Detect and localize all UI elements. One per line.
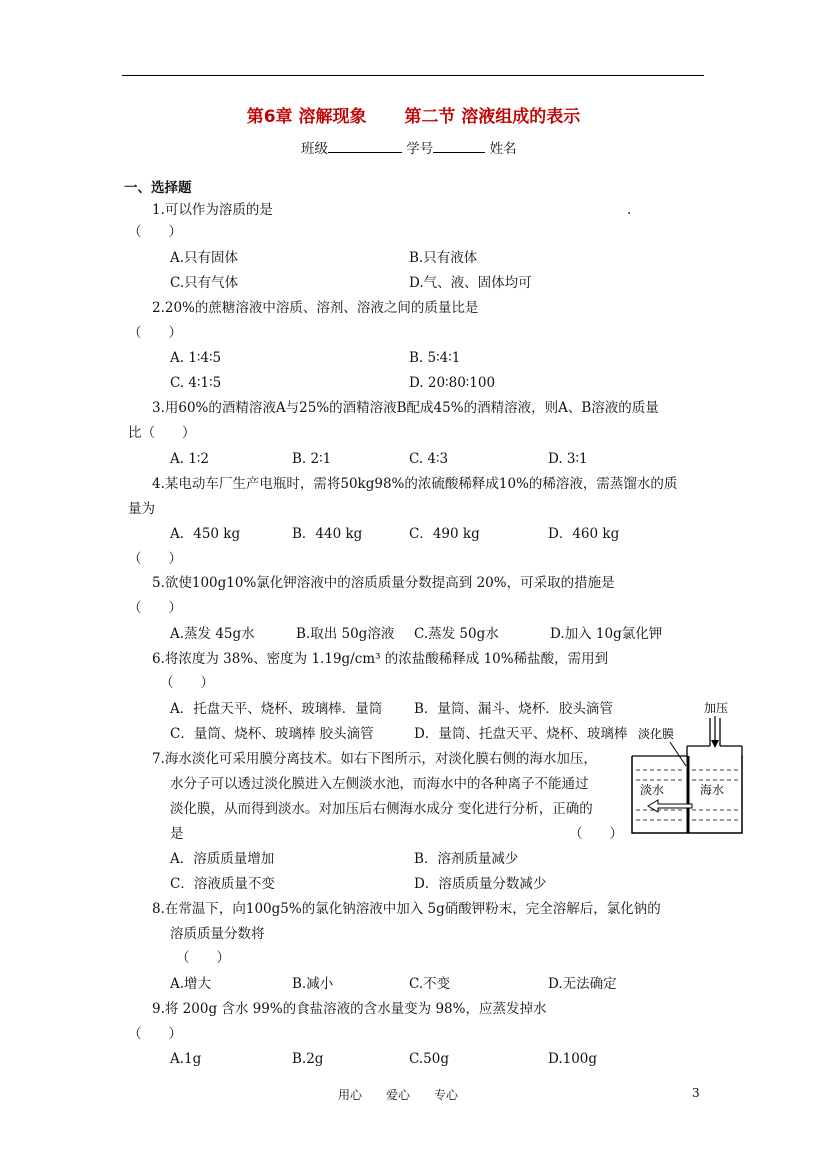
option: B．溶剂质量减少 [414, 851, 519, 867]
question-stem: 3.用60%的酒精溶液A与25%的酒精溶液B配成45%的酒精溶液，则A、B溶液的质量 [152, 400, 659, 416]
option: C．溶液质量不变 [170, 876, 275, 892]
option: B.取出 50g溶液 [296, 626, 395, 642]
answer-paren: （ ） [176, 950, 230, 966]
option: A. 1∶4∶5 [170, 350, 222, 366]
option: A．溶质质量增加 [170, 851, 275, 867]
option: C.50g [409, 1051, 449, 1067]
question-stem: 5.欲使100g10%氯化钾溶液中的溶质质量分数提高到 20%，可采取的措施是 [152, 575, 615, 591]
question-stem-cont: 量为 [128, 501, 155, 517]
question-stem-cont: 溶质质量分数将 [170, 926, 265, 942]
answer-paren: （ ） [128, 1026, 182, 1042]
option: B.只有液体 [409, 250, 478, 266]
answer-paren: （ ） [128, 224, 182, 240]
option: D.无法确定 [548, 976, 617, 992]
section-title: 第二节 溶液组成的表示 [404, 107, 581, 127]
section-heading: 一、选择题 [124, 180, 192, 196]
option: D. 20∶80∶100 [409, 375, 496, 391]
option: C．量筒、烧杯、玻璃棒 胶头滴管 [170, 726, 374, 742]
answer-paren: （ ） [128, 551, 182, 567]
option: B. 5∶4∶1 [409, 350, 461, 366]
header-rule [122, 75, 704, 76]
option: C. 4∶3 [409, 451, 449, 467]
class-label: 班级 [301, 141, 328, 157]
page-number: 3 [692, 1086, 700, 1100]
class-blank[interactable] [328, 140, 402, 153]
option: A. 1∶2 [170, 451, 210, 467]
number-label: 学号 [406, 141, 434, 157]
question-stem-cont: 淡化膜，从而得到淡水。对加压后右侧海水成分 变化进行分析，正确的 [170, 801, 593, 817]
option: A.蒸发 45g水 [170, 626, 255, 642]
option: A．托盘天平、烧杯、玻璃棒．量筒 [170, 701, 383, 717]
option: B.2g [292, 1051, 324, 1067]
option: D.加入 10g氯化钾 [550, 626, 663, 642]
chapter-title: 第6章 溶解现象 [246, 107, 367, 127]
option: D.气、液、固体均可 [409, 275, 532, 291]
question-stem: 1.可以作为溶质的是 [152, 202, 273, 218]
answer-paren: （ ） [160, 675, 214, 691]
option: C.蒸发 50g水 [414, 626, 499, 642]
option: C.不变 [409, 976, 451, 992]
option: A．450 kg [170, 526, 241, 542]
question-stem: 2.20%的蔗糖溶液中溶质、溶剂、溶液之间的质量比是 [152, 300, 479, 316]
student-info-line [301, 140, 517, 158]
option: C. 4∶1∶5 [170, 375, 222, 391]
number-blank[interactable] [433, 140, 485, 153]
question-dot: . [627, 202, 632, 218]
option: A.1g [170, 1051, 202, 1067]
option: A.增大 [170, 976, 212, 992]
option: D．量筒、托盘天平、烧杯、玻璃棒 [414, 726, 628, 742]
question-stem: 8.在常温下，向100g5%的氯化钠溶液中加入 5g硝酸钾粉末，完全溶解后，氯化钠的 [152, 901, 661, 917]
question-stem: 6.将浓度为 38%、密度为 1.19g/cm³ 的浓盐酸稀释成 10%稀盐酸，需用到 [152, 651, 609, 667]
option: A.只有固体 [170, 250, 239, 266]
membrane-label: 淡化膜 [638, 727, 675, 741]
footer-motto: 用心 爱心 专心 [338, 1088, 459, 1102]
option: D．溶质质量分数减少 [414, 876, 547, 892]
question-stem: 7.海水淡化可采用膜分离技术。如右下图所示，对淡化膜右侧的海水加压， [152, 751, 597, 767]
question-stem-cont: 水分子可以透过淡化膜进入左侧淡水池，而海水中的各种离子不能通过 [170, 776, 589, 792]
name-label: 姓名 [489, 141, 517, 157]
sea-water-label: 海水 [700, 783, 725, 797]
question-stem: 4.某电动车厂生产电瓶时，需将50kg98%的浓硫酸稀释成10%的稀溶液，需蒸馏水的质 [152, 476, 678, 492]
option: D. 3∶1 [548, 451, 588, 467]
flow-arrow-icon [648, 800, 692, 812]
membrane-diagram [630, 698, 750, 838]
answer-paren: （ ） [128, 325, 182, 341]
option: B.减小 [292, 976, 334, 992]
fresh-water-label: 淡水 [640, 783, 665, 797]
option: C．490 kg [409, 526, 480, 542]
option: B. 2∶1 [292, 451, 332, 467]
question-stem: 9.将 200g 含水 99%的食盐溶液的含水量变为 98%，应蒸发掉水 [152, 1001, 547, 1017]
answer-paren: （ ） [128, 600, 182, 616]
option: D.100g [548, 1051, 598, 1067]
question-stem-cont: 比（ ） [128, 425, 196, 441]
question-stem-cont: 是 [170, 826, 184, 842]
option: B．440 kg [292, 526, 363, 542]
answer-paren: （ ） [569, 826, 623, 842]
option: C.只有气体 [170, 275, 239, 291]
page-title [0, 102, 827, 127]
option: D．460 kg [548, 526, 620, 542]
option: B．量筒、漏斗、烧杯．胶头滴管 [414, 701, 613, 717]
pressure-label: 加压 [704, 701, 729, 715]
